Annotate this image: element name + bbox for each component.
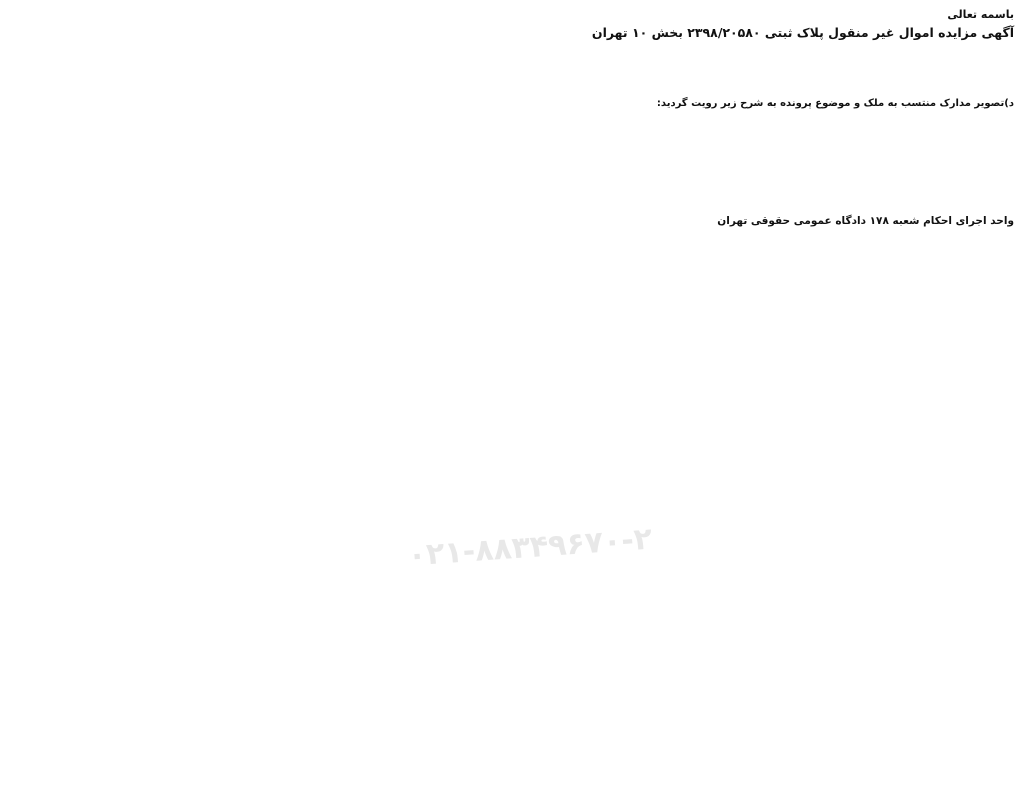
- issuer-signature: واحد اجرای احکام شعبه ۱۷۸ دادگاه عمومی حقوقی تهران: [717, 215, 1014, 227]
- intro-paragraph: [10, 48, 1014, 65]
- document-item-2: [10, 140, 1014, 157]
- bismillah-heading: باسمه تعالی: [947, 8, 1014, 21]
- property-description-paragraph: [10, 73, 1014, 90]
- notice-title: آگهی مزایده اموال غیر منقول پلاک ثبتی ۲۳۹۸/۲۰۵۸۰ بخش ۱۰ تهران: [591, 25, 1014, 40]
- document-item-3: [10, 165, 1014, 182]
- document-item-1: [10, 115, 1014, 132]
- documents-heading: د)تصویر مدارک منتسب به ملک و موضوع پرونده به شرح زیر رویت گردید:: [656, 98, 1014, 109]
- document-item-4: [10, 190, 1014, 207]
- phone-watermark: ۰۲۱-۸۸۳۴۹۶۷۰-۲: [406, 521, 654, 574]
